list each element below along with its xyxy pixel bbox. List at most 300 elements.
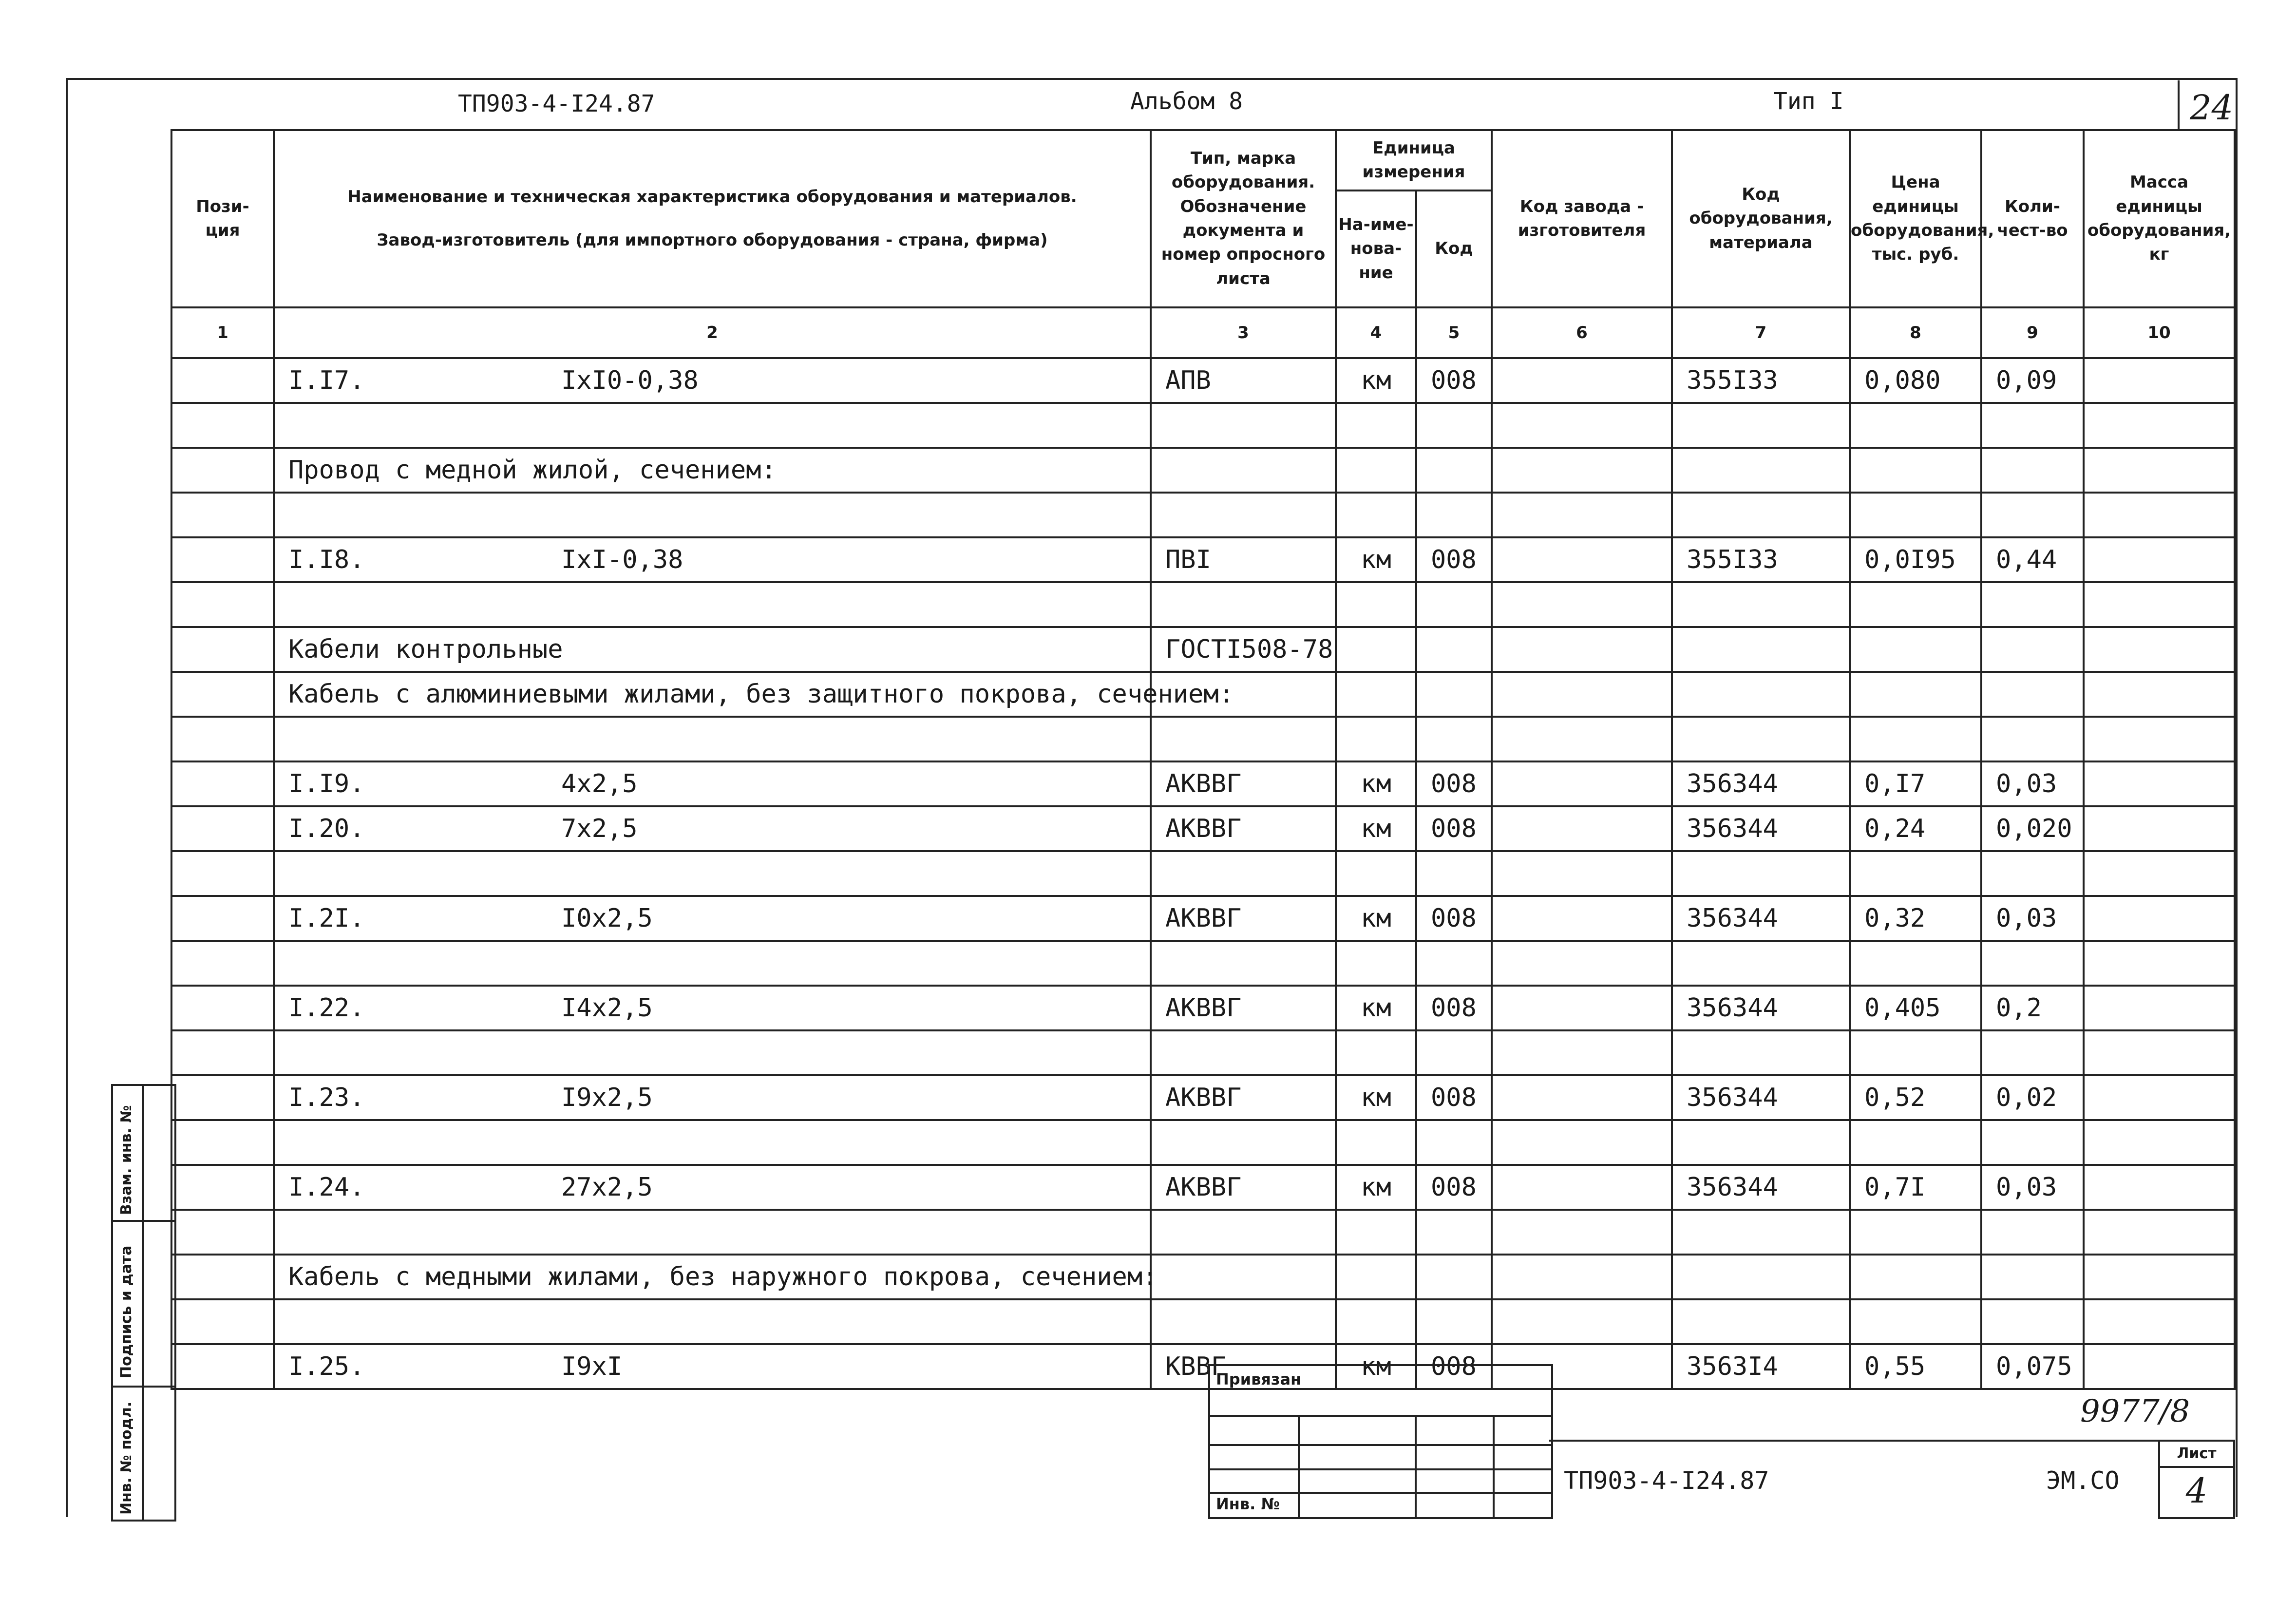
cell-mass bbox=[2084, 1120, 2235, 1165]
cell-price: 0,24 bbox=[1850, 806, 1981, 851]
cell-unit bbox=[1336, 1299, 1416, 1344]
col-number-6: 6 bbox=[1492, 307, 1672, 358]
cell-name bbox=[274, 1344, 1151, 1389]
item-spec: I9xI bbox=[561, 1352, 623, 1381]
table-row bbox=[171, 851, 2235, 896]
cell-unit bbox=[1336, 448, 1416, 493]
table-row bbox=[171, 448, 2235, 493]
cell-code: 008 bbox=[1416, 1165, 1492, 1210]
cell-name bbox=[274, 627, 1151, 672]
cell-name bbox=[274, 672, 1234, 717]
cell-unit bbox=[1336, 403, 1416, 448]
cell-type: АПВ bbox=[1151, 358, 1336, 403]
footer-mark: ЭМ.СО bbox=[2046, 1466, 2120, 1495]
side-label-sign: Подпись и дата bbox=[118, 1245, 135, 1378]
cell-qty: 0,03 bbox=[1981, 1165, 2084, 1210]
cell-matcode bbox=[1672, 582, 1850, 627]
stamp-line-3 bbox=[1210, 1468, 1551, 1470]
cell-matcode bbox=[1672, 403, 1850, 448]
cell-unit bbox=[1336, 1210, 1416, 1255]
cell-mfr bbox=[1492, 1210, 1672, 1255]
cell-mass bbox=[2084, 851, 2235, 896]
cell-qty bbox=[1981, 717, 2084, 761]
cell-unit bbox=[1336, 672, 1416, 717]
cell-type: АКВВГ bbox=[1151, 761, 1336, 806]
cell-name bbox=[274, 1120, 1151, 1165]
stamp-line-4 bbox=[1210, 1492, 1551, 1494]
cell-mfr bbox=[1492, 941, 1672, 986]
cell-type bbox=[1151, 1299, 1336, 1344]
stamp-line-2 bbox=[1210, 1444, 1551, 1446]
cell-code bbox=[1416, 582, 1492, 627]
cell-matcode: 356344 bbox=[1672, 761, 1850, 806]
cell-mass bbox=[2084, 941, 2235, 986]
table-row bbox=[171, 627, 2235, 672]
table-row bbox=[171, 1299, 2235, 1344]
cell-type bbox=[1151, 448, 1336, 493]
cell-mass bbox=[2084, 717, 2235, 761]
cell-mfr bbox=[1492, 537, 1672, 582]
cell-price bbox=[1850, 582, 1981, 627]
cell-mfr bbox=[1492, 761, 1672, 806]
cell-code bbox=[1416, 941, 1492, 986]
cell-type bbox=[1151, 851, 1336, 896]
cell-matcode bbox=[1672, 1030, 1850, 1075]
cell-code: 008 bbox=[1416, 537, 1492, 582]
col-number-1: 1 bbox=[171, 307, 274, 358]
type-label: Тип I bbox=[1773, 88, 1844, 115]
col-header-type: Тип, марка оборудования. Обозначение документа и номер опросного листа bbox=[1151, 130, 1336, 307]
cell-mfr bbox=[1492, 358, 1672, 403]
cell-mass bbox=[2084, 1075, 2235, 1120]
cell-code bbox=[1416, 627, 1492, 672]
cell-type: ГОСТI508-78 bbox=[1151, 627, 1336, 672]
side-label-inv: Инв. № подл. bbox=[118, 1401, 135, 1515]
section-title: Провод с медной жилой, сечением: bbox=[288, 456, 777, 485]
cell-qty bbox=[1981, 672, 2084, 717]
cell-name bbox=[274, 358, 1151, 403]
cell-empty bbox=[171, 761, 274, 806]
cell-matcode bbox=[1672, 627, 1850, 672]
col-number-9: 9 bbox=[1981, 307, 2084, 358]
cell-mfr bbox=[1492, 1165, 1672, 1210]
cell-code bbox=[1416, 1120, 1492, 1165]
cell-name bbox=[274, 448, 1151, 493]
section-title: Кабель с медными жилами, без наружного покрова, сечением: bbox=[288, 1262, 1158, 1292]
cell-matcode bbox=[1672, 1299, 1850, 1344]
cell-empty bbox=[171, 896, 274, 941]
cell-unit: км bbox=[1336, 1165, 1416, 1210]
cell-price: 0,405 bbox=[1850, 986, 1981, 1030]
footer-doc-code: ТП903-4-I24.87 bbox=[1564, 1466, 1769, 1495]
stamp-bound: Привязан bbox=[1216, 1370, 1302, 1389]
cell-name bbox=[274, 1030, 1151, 1075]
cell-mfr bbox=[1492, 627, 1672, 672]
cell-mass bbox=[2084, 493, 2235, 537]
cell-matcode: 355I33 bbox=[1672, 358, 1850, 403]
cell-price bbox=[1850, 493, 1981, 537]
cell-unit: км bbox=[1336, 806, 1416, 851]
cell-matcode bbox=[1672, 1210, 1850, 1255]
cell-qty bbox=[1981, 851, 2084, 896]
binding-stamp bbox=[1208, 1364, 1553, 1519]
col-number-7: 7 bbox=[1672, 307, 1850, 358]
cell-unit: км bbox=[1336, 1344, 1416, 1389]
cell-name bbox=[274, 1210, 1151, 1255]
cell-empty bbox=[171, 672, 274, 717]
cell-name bbox=[274, 941, 1151, 986]
cell-qty: 0,03 bbox=[1981, 761, 2084, 806]
cell-price: 0,I7 bbox=[1850, 761, 1981, 806]
cell-price bbox=[1850, 1030, 1981, 1075]
cell-type: КВВГ bbox=[1151, 1344, 1336, 1389]
cell-type: ПВI bbox=[1151, 537, 1336, 582]
cell-code bbox=[1416, 717, 1492, 761]
cell-code bbox=[1416, 1255, 1492, 1299]
cell-qty: 0,020 bbox=[1981, 806, 2084, 851]
album-label: Альбом 8 bbox=[1130, 88, 1243, 115]
cell-unit bbox=[1336, 941, 1416, 986]
cell-matcode bbox=[1672, 1120, 1850, 1165]
cell-mass bbox=[2084, 672, 2235, 717]
cell-price: 0,080 bbox=[1850, 358, 1981, 403]
cell-mass bbox=[2084, 582, 2235, 627]
cell-name bbox=[274, 717, 1151, 761]
cell-price bbox=[1850, 403, 1981, 448]
cell-qty: 0,02 bbox=[1981, 1075, 2084, 1120]
cell-type bbox=[1151, 1030, 1336, 1075]
cell-matcode: 3563I4 bbox=[1672, 1344, 1850, 1389]
stamp-vline-1 bbox=[1298, 1415, 1300, 1517]
cell-qty: 0,075 bbox=[1981, 1344, 2084, 1389]
cell-empty bbox=[171, 1210, 274, 1255]
stamp-inv: Инв. № bbox=[1216, 1495, 1280, 1513]
cell-empty bbox=[171, 493, 274, 537]
cell-mfr bbox=[1492, 896, 1672, 941]
position-number: I.22. bbox=[288, 993, 365, 1023]
cell-code bbox=[1416, 1299, 1492, 1344]
cell-empty bbox=[171, 851, 274, 896]
item-spec: I0x2,5 bbox=[561, 904, 653, 933]
page-number: 24 bbox=[2190, 88, 2234, 128]
section-title: Кабель с алюминиевыми жилами, без защитного покрова, сечением: bbox=[288, 680, 1234, 709]
cell-code bbox=[1416, 403, 1492, 448]
cell-unit bbox=[1336, 627, 1416, 672]
cell-code: 008 bbox=[1416, 358, 1492, 403]
cell-type: АКВВГ bbox=[1151, 806, 1336, 851]
cell-mfr bbox=[1492, 851, 1672, 896]
item-spec: 27x2,5 bbox=[561, 1173, 653, 1202]
cell-price: 0,55 bbox=[1850, 1344, 1981, 1389]
cell-qty bbox=[1981, 1299, 2084, 1344]
table-row bbox=[171, 1255, 2235, 1299]
cell-price: 0,7I bbox=[1850, 1165, 1981, 1210]
cell-mass bbox=[2084, 896, 2235, 941]
table-row bbox=[171, 941, 2235, 986]
stamp-vline-3 bbox=[1493, 1415, 1495, 1517]
cell-qty: 0,03 bbox=[1981, 896, 2084, 941]
side-divider bbox=[142, 1086, 144, 1520]
cell-name bbox=[274, 1165, 1151, 1210]
col-number-2: 2 bbox=[274, 307, 1151, 358]
cell-name bbox=[274, 851, 1151, 896]
cell-name bbox=[274, 761, 1151, 806]
cell-name bbox=[274, 493, 1151, 537]
cell-empty bbox=[171, 806, 274, 851]
col-header-code: Код оборудования, материала bbox=[1672, 130, 1850, 307]
cell-type: АКВВГ bbox=[1151, 986, 1336, 1030]
stamp-line-1 bbox=[1210, 1415, 1551, 1417]
side-stamp bbox=[111, 1084, 176, 1522]
col-header-unit-name: На-име-нова-ние bbox=[1336, 190, 1416, 307]
cell-empty bbox=[171, 582, 274, 627]
doc-code: ТП903-4-I24.87 bbox=[458, 90, 655, 117]
cell-code: 008 bbox=[1416, 806, 1492, 851]
cell-qty bbox=[1981, 1255, 2084, 1299]
position-number: I.2I. bbox=[288, 904, 365, 933]
cell-code: 008 bbox=[1416, 1344, 1492, 1389]
cell-qty bbox=[1981, 1210, 2084, 1255]
col-header-unit-code: Код bbox=[1416, 190, 1492, 307]
cell-name bbox=[274, 1075, 1151, 1120]
cell-mass bbox=[2084, 403, 2235, 448]
cell-code: 008 bbox=[1416, 986, 1492, 1030]
footer-line bbox=[1549, 1440, 2185, 1442]
cell-qty bbox=[1981, 1120, 2084, 1165]
position-number: I.I9. bbox=[288, 769, 365, 799]
cell-unit: км bbox=[1336, 358, 1416, 403]
side-sep-1 bbox=[113, 1220, 174, 1222]
cell-mass bbox=[2084, 1210, 2235, 1255]
col-header-position bbox=[171, 130, 274, 307]
cell-mass bbox=[2084, 1299, 2235, 1344]
cell-unit: км bbox=[1336, 537, 1416, 582]
cell-name bbox=[274, 1299, 1151, 1344]
cell-mfr bbox=[1492, 1075, 1672, 1120]
cell-price bbox=[1850, 448, 1981, 493]
cell-matcode bbox=[1672, 672, 1850, 717]
cell-empty bbox=[171, 1030, 274, 1075]
table-row bbox=[171, 672, 2235, 717]
position-number: I.24. bbox=[288, 1173, 365, 1202]
cell-empty bbox=[171, 941, 274, 986]
sheet-number: 4 bbox=[2185, 1471, 2208, 1511]
cell-code bbox=[1416, 1030, 1492, 1075]
col-header-price: Цена единицы оборудования, тыс. руб. bbox=[1850, 130, 1981, 307]
cell-mass bbox=[2084, 627, 2235, 672]
cell-qty: 0,2 bbox=[1981, 986, 2084, 1030]
position-number: I.I8. bbox=[288, 545, 365, 574]
cell-matcode bbox=[1672, 1255, 1850, 1299]
cell-price bbox=[1850, 717, 1981, 761]
position-number: I.25. bbox=[288, 1352, 365, 1381]
cell-name bbox=[274, 1255, 1158, 1299]
cell-qty: 0,44 bbox=[1981, 537, 2084, 582]
item-spec: IxI-0,38 bbox=[561, 545, 683, 574]
col-header-qty: Коли-чест-во bbox=[1981, 130, 2084, 307]
cell-code bbox=[1416, 448, 1492, 493]
cell-mass bbox=[2084, 537, 2235, 582]
cell-matcode: 356344 bbox=[1672, 986, 1850, 1030]
cell-code: 008 bbox=[1416, 761, 1492, 806]
cell-type: АКВВГ bbox=[1151, 1165, 1336, 1210]
cell-type: АКВВГ bbox=[1151, 896, 1336, 941]
cell-code bbox=[1416, 851, 1492, 896]
cell-empty bbox=[171, 1120, 274, 1165]
cell-empty bbox=[171, 537, 274, 582]
position-number: I.20. bbox=[288, 814, 365, 843]
cell-matcode: 356344 bbox=[1672, 1075, 1850, 1120]
cell-mass bbox=[2084, 986, 2235, 1030]
table-row bbox=[171, 1165, 2235, 1210]
cell-unit bbox=[1336, 1255, 1416, 1299]
cell-mfr bbox=[1492, 717, 1672, 761]
item-spec: IxI0-0,38 bbox=[561, 366, 699, 395]
cell-unit bbox=[1336, 582, 1416, 627]
cell-unit: км bbox=[1336, 1075, 1416, 1120]
page-number-divider bbox=[2178, 80, 2180, 129]
cell-qty bbox=[1981, 448, 2084, 493]
cell-mfr bbox=[1492, 1120, 1672, 1165]
table-row bbox=[171, 986, 2235, 1030]
cell-unit bbox=[1336, 717, 1416, 761]
cell-empty bbox=[171, 358, 274, 403]
table-row bbox=[171, 806, 2235, 851]
table-row bbox=[171, 582, 2235, 627]
cell-mfr bbox=[1492, 806, 1672, 851]
cell-mfr bbox=[1492, 672, 1672, 717]
cell-type bbox=[1151, 1255, 1336, 1299]
col-header-mfr: Код завода - изготовителя bbox=[1492, 130, 1672, 307]
cell-unit bbox=[1336, 1120, 1416, 1165]
position-number: I.I7. bbox=[288, 366, 365, 395]
cell-name bbox=[274, 403, 1151, 448]
cell-mass bbox=[2084, 1344, 2235, 1389]
col-header-name-line1: Наименование и техническая характеристика оборудования и материалов. bbox=[347, 187, 1077, 207]
cell-price bbox=[1850, 851, 1981, 896]
cell-type bbox=[1151, 1210, 1336, 1255]
col-number-3: 3 bbox=[1151, 307, 1336, 358]
cell-mass bbox=[2084, 1030, 2235, 1075]
cell-type bbox=[1151, 941, 1336, 986]
cell-price bbox=[1850, 1255, 1981, 1299]
cell-mfr bbox=[1492, 1030, 1672, 1075]
item-spec: 7x2,5 bbox=[561, 814, 638, 843]
cell-unit: км bbox=[1336, 986, 1416, 1030]
cell-price bbox=[1850, 1210, 1981, 1255]
col-header-position-text: Пози- ция bbox=[196, 196, 249, 240]
col-number-10: 10 bbox=[2084, 307, 2235, 358]
col-number-8: 8 bbox=[1850, 307, 1981, 358]
cell-mfr bbox=[1492, 1299, 1672, 1344]
col-number-5: 5 bbox=[1416, 307, 1492, 358]
cell-mass bbox=[2084, 358, 2235, 403]
cell-mass bbox=[2084, 1255, 2235, 1299]
cell-code: 008 bbox=[1416, 896, 1492, 941]
cell-type bbox=[1151, 493, 1336, 537]
cell-price bbox=[1850, 672, 1981, 717]
sheet-label: Лист bbox=[2160, 1442, 2233, 1468]
table-row bbox=[171, 537, 2235, 582]
table-row bbox=[171, 403, 2235, 448]
cell-type bbox=[1151, 1120, 1336, 1165]
cell-unit bbox=[1336, 1030, 1416, 1075]
item-spec: I9x2,5 bbox=[561, 1083, 653, 1112]
cell-matcode: 356344 bbox=[1672, 806, 1850, 851]
cell-name bbox=[274, 896, 1151, 941]
cell-price: 0,0I95 bbox=[1850, 537, 1981, 582]
cell-type: АКВВГ bbox=[1151, 1075, 1336, 1120]
cell-type bbox=[1151, 717, 1336, 761]
col-header-name-line2: Завод-изготовитель (для импортного оборудования - страна, фирма) bbox=[377, 230, 1048, 250]
cell-price: 0,32 bbox=[1850, 896, 1981, 941]
cell-price bbox=[1850, 1299, 1981, 1344]
stamp-vline-2 bbox=[1415, 1415, 1417, 1517]
cell-unit bbox=[1336, 851, 1416, 896]
cell-empty bbox=[171, 1299, 274, 1344]
table-row bbox=[171, 1210, 2235, 1255]
cell-mass bbox=[2084, 1165, 2235, 1210]
cell-empty bbox=[171, 1075, 274, 1120]
cell-empty bbox=[171, 717, 274, 761]
item-spec: 4x2,5 bbox=[561, 769, 638, 799]
position-number: I.23. bbox=[288, 1083, 365, 1112]
cell-matcode bbox=[1672, 717, 1850, 761]
cell-price bbox=[1850, 1120, 1981, 1165]
cell-empty bbox=[171, 986, 274, 1030]
cell-empty bbox=[171, 403, 274, 448]
table-row bbox=[171, 1030, 2235, 1075]
cell-matcode bbox=[1672, 941, 1850, 986]
cell-empty bbox=[171, 1344, 274, 1389]
cell-code: 008 bbox=[1416, 1075, 1492, 1120]
cell-qty bbox=[1981, 493, 2084, 537]
cell-matcode: 355I33 bbox=[1672, 537, 1850, 582]
cell-unit: км bbox=[1336, 896, 1416, 941]
cell-qty bbox=[1981, 403, 2084, 448]
cell-mass bbox=[2084, 806, 2235, 851]
cell-name bbox=[274, 806, 1151, 851]
col-number-4: 4 bbox=[1336, 307, 1416, 358]
cell-mfr bbox=[1492, 582, 1672, 627]
cell-matcode: 356344 bbox=[1672, 1165, 1850, 1210]
cell-code bbox=[1416, 672, 1492, 717]
table-row bbox=[171, 896, 2235, 941]
table-row bbox=[171, 1120, 2235, 1165]
cell-matcode bbox=[1672, 851, 1850, 896]
side-label-replace: Взам. инв. № bbox=[118, 1105, 135, 1215]
cell-price bbox=[1850, 941, 1981, 986]
table-row bbox=[171, 493, 2235, 537]
cell-mfr bbox=[1492, 493, 1672, 537]
table-row bbox=[171, 358, 2235, 403]
cell-qty: 0,09 bbox=[1981, 358, 2084, 403]
cell-mass bbox=[2084, 448, 2235, 493]
cell-empty bbox=[171, 448, 274, 493]
cell-name bbox=[274, 582, 1151, 627]
cell-mfr bbox=[1492, 403, 1672, 448]
table-row bbox=[171, 717, 2235, 761]
cell-empty bbox=[171, 1165, 274, 1210]
cell-qty bbox=[1981, 582, 2084, 627]
cell-unit: км bbox=[1336, 761, 1416, 806]
cell-code bbox=[1416, 493, 1492, 537]
cell-qty bbox=[1981, 941, 2084, 986]
cell-matcode bbox=[1672, 448, 1850, 493]
col-header-mass: Масса единицы оборудования, кг bbox=[2084, 130, 2235, 307]
cell-matcode bbox=[1672, 493, 1850, 537]
cell-name bbox=[274, 537, 1151, 582]
